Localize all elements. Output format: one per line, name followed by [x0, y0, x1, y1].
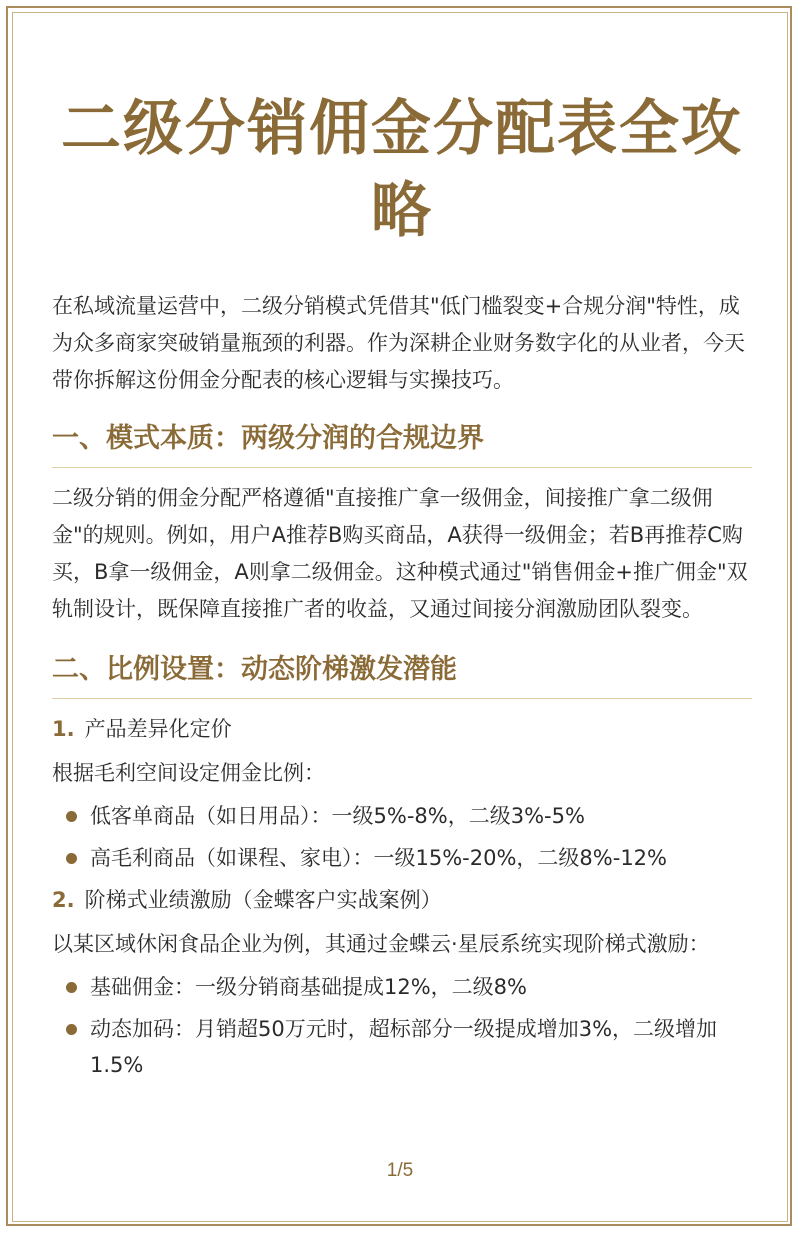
section-2-heading: 二、比例设置：动态阶梯激发潜能 [52, 650, 752, 699]
list-item [52, 840, 752, 876]
subsection-2-lead: 以某区域休闲食品企业为例，其通过金蝶云·星辰系统实现阶梯式激励： [52, 932, 710, 956]
subsection-2-number: 2. [52, 888, 75, 912]
subsection-1-title: 产品差异化定价 [84, 717, 232, 741]
article [52, 0, 752, 1083]
bullet-dot-icon [66, 1024, 77, 1035]
bullet-dot-icon [66, 982, 77, 993]
subsection-2-heading [52, 882, 752, 918]
subsection-1-heading [52, 711, 752, 747]
page-title: 二级分销佣金分配表全攻略 [61, 94, 743, 246]
subsection-1-number: 1. [52, 717, 75, 741]
subsection-1-list [52, 798, 752, 876]
list-item-text: 动态加码：月销超50万元时，超标部分一级提成增加3%，二级增加1.5% [90, 1017, 718, 1077]
list-item [52, 1011, 752, 1083]
list-item [52, 798, 752, 834]
subsection-2-title: 阶梯式业绩激励（金蝶客户实战案例） [84, 888, 442, 912]
subsection-1-lead: 根据毛利空间设定佣金比例： [52, 761, 325, 785]
list-item [52, 969, 752, 1005]
subsection-2-list [52, 969, 752, 1083]
bullet-dot-icon [66, 811, 77, 822]
section-1-body: 二级分销的佣金分配严格遵循"直接推广拿一级佣金，间接推广拿二级佣金"的规则。例如，用户A推荐B购买商品，A获得一级佣金；若B再推荐C购买，B拿一级佣金，A则拿二级佣金。这种模式通过"销售佣金+推广佣金"双轨制设计，既保障直接推广者的收益，又通过间接分润激励团队裂变。 [52, 486, 748, 621]
list-item-text: 低客单商品（如日用品）：一级5%-8%，二级3%-5% [90, 804, 585, 828]
page-number: 1/5 [386, 1160, 414, 1181]
bullet-dot-icon [66, 853, 77, 864]
list-item-text: 高毛利商品（如课程、家电）：一级15%-20%，二级8%-12% [90, 846, 667, 870]
intro-paragraph: 在私域流量运营中，二级分销模式凭借其"低门槛裂变+合规分润"特性，成为众多商家突破销量瓶颈的利器。作为深耕企业财务数字化的从业者，今天带你拆解这份佣金分配表的核心逻辑与实操技巧。 [52, 294, 745, 392]
section-1-heading: 一、模式本质：两级分润的合规边界 [52, 419, 752, 468]
list-item-text: 基础佣金：一级分销商基础提成12%，二级8% [90, 975, 527, 999]
